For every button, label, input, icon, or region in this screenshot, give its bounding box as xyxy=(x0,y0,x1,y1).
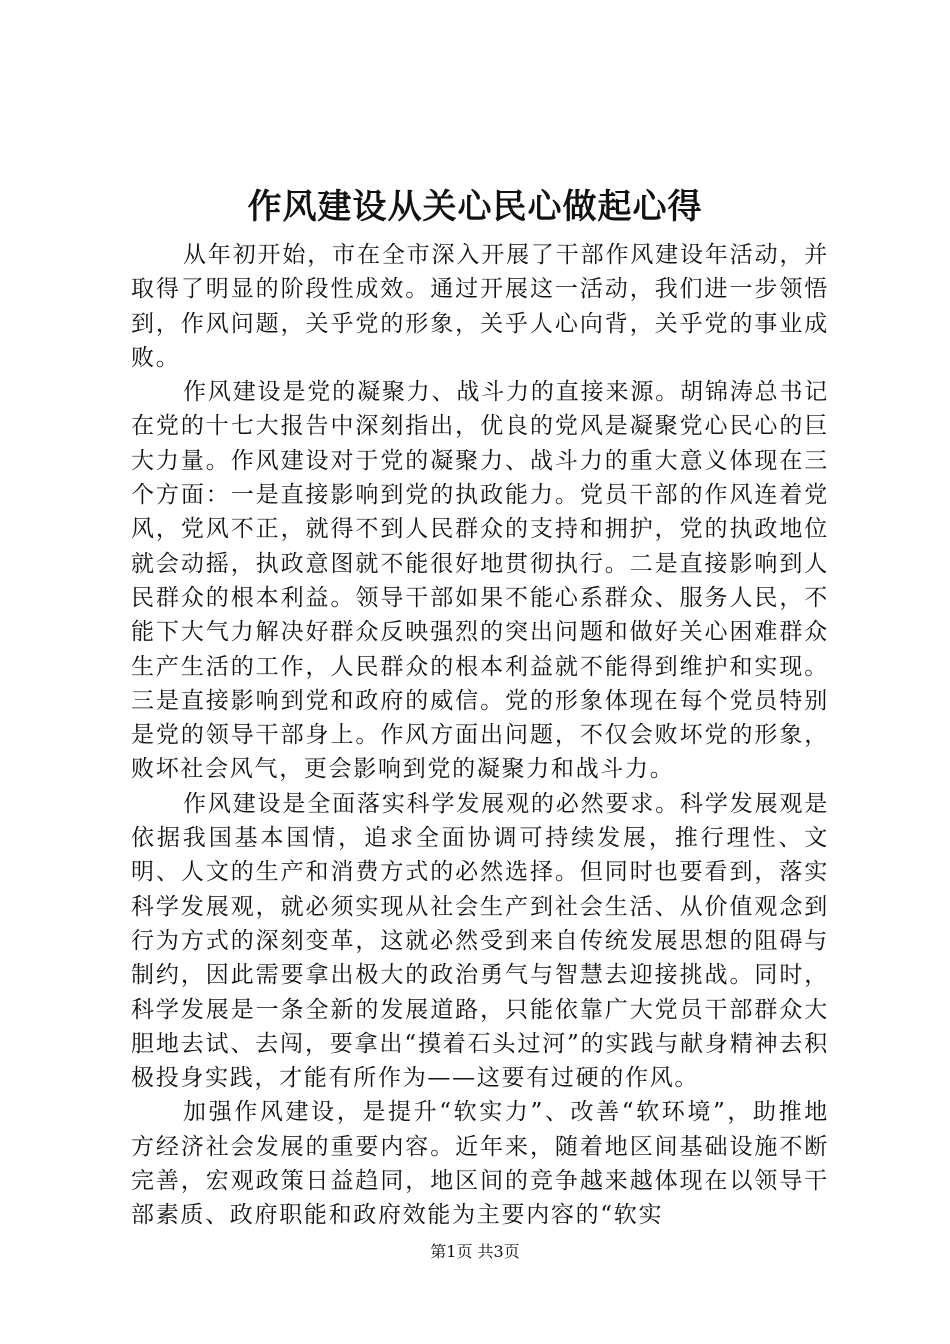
paragraph: 加强作风建设，是提升“软实力”、改善“软环境”，助推地方经济社会发展的重要内容。近年来，随着地区间基础设施不断完善，宏观政策日益趋同，地区间的竞争越来越体现在以领导干部素质、政府职能和政府效能为主要内容的“软实 xyxy=(131,1099,829,1229)
document-title: 作风建设从关心民心做起心得 xyxy=(247,187,703,227)
paragraph: 作风建设是全面落实科学发展观的必然要求。科学发展观是依据我国基本国情，追求全面协调可持续发展，推行理性、文明、人文的生产和消费方式的必然选择。但同时也要看到，落实科学发展观，就必须实现从社会生产到社会生活、从价值观念到行为方式的深刻变革，这就必然受到来自传统发展思想的阻碍与制约，因此需要拿出极大的政治勇气与智慧去迎接挑战。同时，科学发展是一条全新的发展道路，只能依靠广大党员干部群众大胆地去试、去闯，要拿出“摸着石头过河”的实践与献身精神去积极投身实践，才能有所作为——这要有过硬的作风。 xyxy=(131,790,829,1092)
document-body xyxy=(131,238,829,1233)
paragraph: 从年初开始，市在全市深入开展了干部作风建设年活动，并取得了明显的阶段性成效。通过开展这一活动，我们进一步领悟到，作风问题，关乎党的形象，关乎人心向背，关乎党的事业成败。 xyxy=(131,242,829,371)
page-footer: 第1页 共3页 xyxy=(430,1242,520,1261)
paragraph: 作风建设是党的凝聚力、战斗力的直接来源。胡锦涛总书记在党的十七大报告中深刻指出，优良的党风是凝聚党心民心的巨大力量。作风建设对于党的凝聚力、战斗力的重大意义体现在三个方面：一是直接影响到党的执政能力。党员干部的作风连着党风，党风不正，就得不到人民群众的支持和拥护，党的执政地位就会动摇，执政意图就不能很好地贯彻执行。二是直接影响到人民群众的根本利益。领导干部如果不能心系群众、服务人民，不能下大气力解决好群众反映强烈的突出问题和做好关心困难群众生产生活的工作，人民群众的根本利益就不能得到维护和实现。三是直接影响到党和政府的威信。党的形象体现在每个党员特别是党的领导干部身上。作风方面出问题，不仅会败坏党的形象，败坏社会风气，更会影响到党的凝聚力和战斗力。 xyxy=(131,379,829,783)
